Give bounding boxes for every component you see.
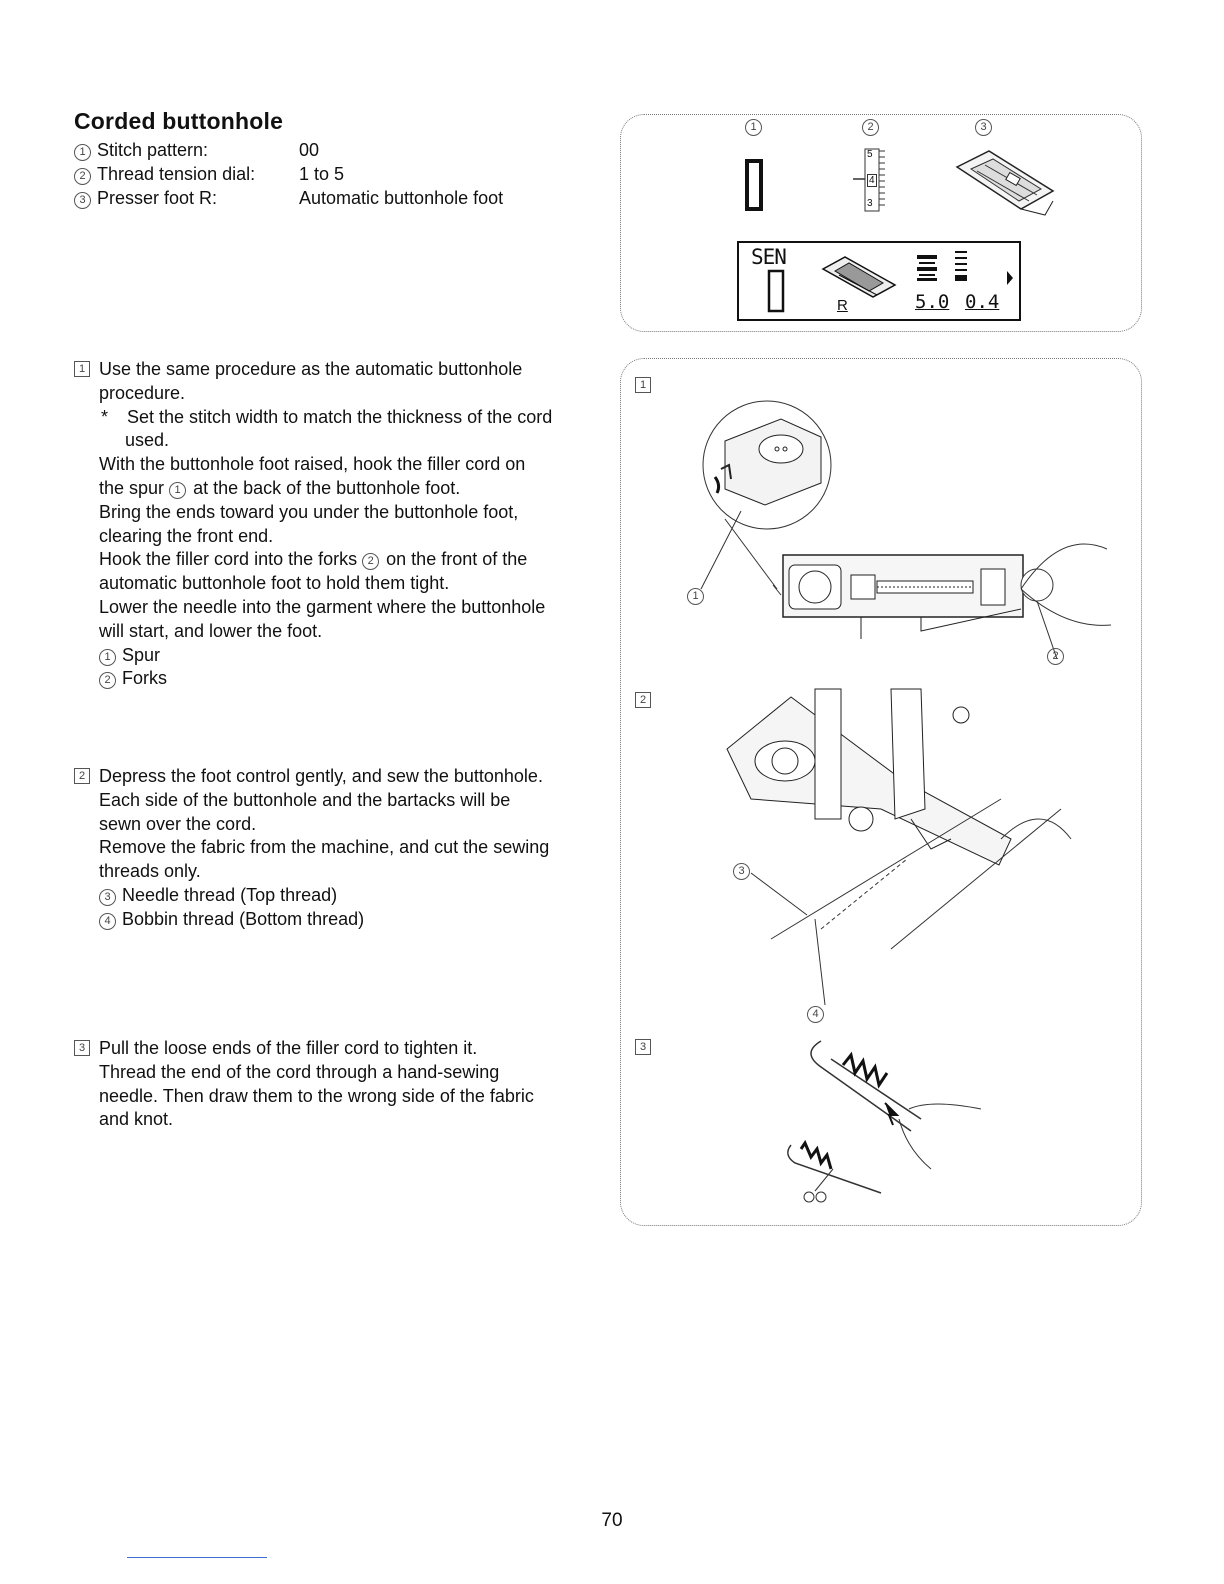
callout-number: 1	[99, 649, 116, 666]
tighten-cord-illustration	[781, 1039, 1001, 1209]
page-number: 70	[601, 1510, 623, 1531]
note-text: Set the stitch width to match the thickness of the cord	[127, 406, 553, 427]
step-text-line	[99, 477, 604, 501]
callout-number: 1	[74, 144, 91, 161]
lcd-display	[737, 241, 1021, 321]
spec-label: Stitch pattern:	[97, 140, 209, 160]
spec-value: 00	[299, 140, 320, 160]
callout-number: 4	[807, 1006, 824, 1023]
callout-number: 2	[1047, 648, 1064, 665]
step-number: 2	[74, 768, 90, 784]
step-text-line: Lower the needle into the garment where the buttonhole	[99, 596, 546, 617]
step-text-line: Depress the foot control gently, and sew the buttonhole.	[99, 766, 543, 786]
step-number: 3	[74, 1040, 90, 1056]
lcd-length-value: 0.4	[965, 291, 1000, 313]
cord-hooking-illustration	[681, 379, 1121, 679]
step-text-line: clearing the front end.	[99, 525, 274, 546]
step-text-line: and knot.	[99, 1109, 174, 1130]
step-text-line: Remove the fabric from the machine, and cut the sewing	[99, 837, 550, 858]
callout-number: 3	[975, 119, 992, 136]
buttonhole-foot-icon	[949, 145, 1059, 221]
callout-number: 2	[362, 553, 379, 570]
step-text-line: With the buttonhole foot raised, hook the filler cord on	[99, 454, 526, 475]
step-text-line	[99, 548, 604, 572]
step-text: the spur	[99, 477, 165, 498]
step-figure-label: 3	[635, 1039, 651, 1055]
dial-number-selected: 4	[869, 175, 875, 186]
sewing-illustration	[711, 689, 1091, 989]
spec-value: Automatic buttonhole foot	[299, 188, 504, 208]
note-text: used.	[125, 430, 170, 451]
dial-number: 5	[867, 149, 873, 160]
legend-item	[99, 644, 604, 668]
spec-value: 1 to 5	[299, 164, 345, 184]
step-text-line: sewn over the cord.	[99, 813, 257, 834]
callout-number: 2	[862, 119, 879, 136]
step-text: at the back of the buttonhole foot.	[193, 477, 461, 498]
steps-figure-panel	[620, 358, 1142, 1226]
step-text-line: Use the same procedure as the automatic buttonhole	[99, 359, 523, 379]
lcd-mode-text: SEN	[751, 245, 786, 269]
callout-number: 4	[99, 913, 116, 930]
settings-figure-panel	[620, 114, 1142, 332]
step-text: Hook the filler cord into the forks	[99, 549, 358, 570]
buttonhole-stitch-icon	[745, 159, 765, 213]
step-text-line: procedure.	[99, 382, 186, 403]
legend-item	[99, 667, 604, 691]
legend-item	[99, 884, 604, 908]
callout-number: 1	[687, 588, 704, 605]
step-text: on the front of the	[386, 549, 528, 570]
step-3	[74, 1037, 604, 1132]
section-title: Corded buttonhole	[74, 108, 284, 134]
lcd-foot-icon	[819, 251, 899, 303]
spec-label: Thread tension dial:	[97, 164, 256, 184]
lcd-foot-letter: R	[837, 297, 848, 314]
footer-rule	[127, 1557, 267, 1558]
step-text-line: Pull the loose ends of the filler cord to tighten it.	[99, 1038, 478, 1058]
callout-number: 1	[169, 482, 186, 499]
step-text-line: Thread the end of the cord through a hand-sewing	[99, 1061, 500, 1082]
step-text-line: needle. Then draw them to the wrong side of the fabric	[99, 1085, 534, 1106]
step-figure-label: 1	[635, 377, 651, 393]
lcd-arrow-icon	[1005, 269, 1015, 287]
dial-number: 3	[867, 198, 873, 209]
step-text-line: will start, and lower the foot.	[99, 620, 323, 641]
legend-text: Bobbin thread (Bottom thread)	[122, 908, 365, 929]
lcd-length-icon	[953, 249, 969, 283]
legend-item	[99, 908, 604, 932]
callout-number: 3	[74, 192, 91, 209]
step-text-line: automatic buttonhole foot to hold them tight.	[99, 573, 450, 594]
callout-number: 2	[99, 672, 116, 689]
legend-text: Forks	[122, 668, 167, 689]
step-text-line: threads only.	[99, 861, 201, 882]
callout-number: 3	[733, 863, 750, 880]
spec-label: Presser foot R:	[97, 188, 218, 208]
step-note: * Set the stitch width to match the thickness of the cord used.	[99, 406, 604, 454]
callout-number: 3	[99, 889, 116, 906]
legend-text: Needle thread (Top thread)	[122, 884, 338, 905]
callout-number: 2	[74, 168, 91, 185]
step-figure-label: 2	[635, 692, 651, 708]
legend-text: Spur	[122, 644, 161, 665]
lcd-width-icon	[915, 253, 939, 283]
step-number: 1	[74, 361, 90, 377]
step-1	[74, 358, 604, 691]
lcd-width-value: 5.0	[915, 291, 950, 313]
lcd-stitch-icon	[767, 269, 787, 315]
callout-number: 1	[745, 119, 762, 136]
step-text-line: Bring the ends toward you under the buttonhole foot,	[99, 501, 519, 522]
step-text-line: Each side of the buttonhole and the bartacks will be	[99, 789, 511, 810]
tension-dial-icon	[851, 147, 891, 215]
step-2	[74, 765, 604, 932]
